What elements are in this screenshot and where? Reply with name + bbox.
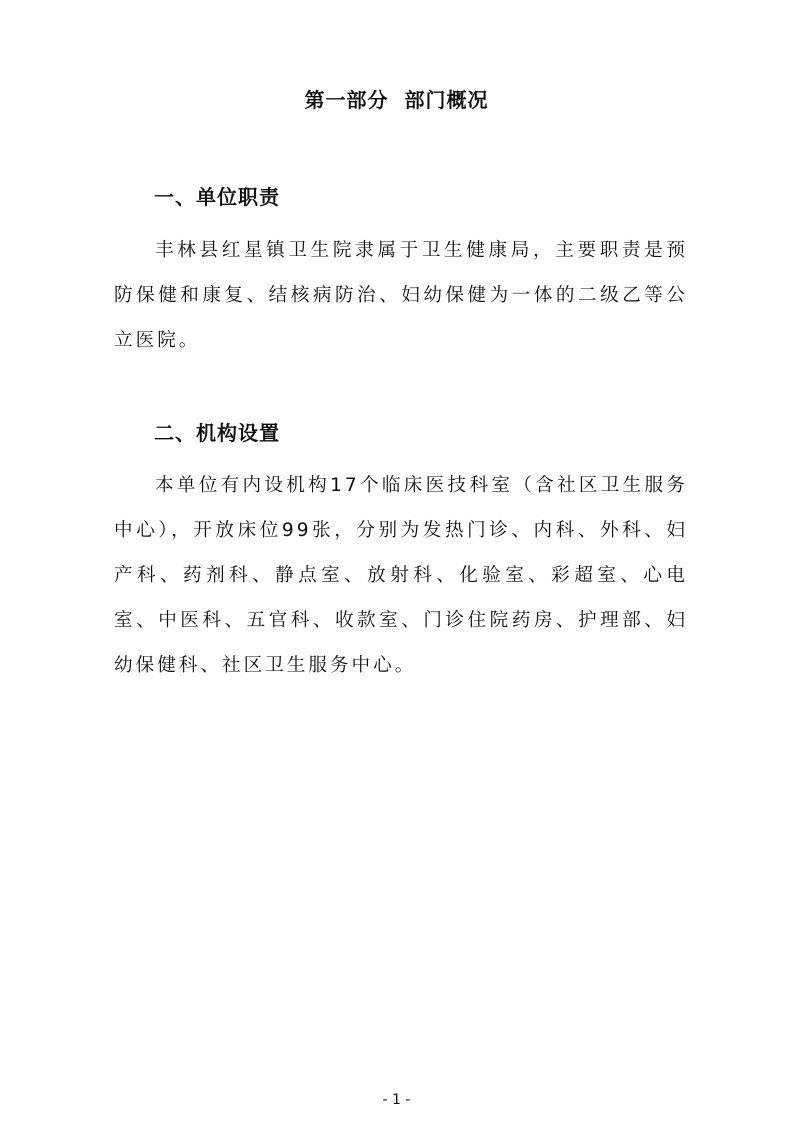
section-paragraph-duties: 丰林县红星镇卫生院隶属于卫生健康局，主要职责是预防保健和康复、结核病防治、妇幼保健为一体的二级乙等公立医院。 bbox=[114, 240, 688, 351]
page-title: 第一部分 部门概况 bbox=[304, 88, 489, 112]
section-heading-organization: 二、机构设置 bbox=[154, 421, 280, 445]
page-number: - 1 - bbox=[382, 1092, 411, 1108]
section-paragraph-organization: 本单位有内设机构17个临床医技科室（含社区卫生服务中心），开放床位99张，分别为发热门诊、内科、外科、妇产科、药剂科、静点室、放射科、化验室、彩超室、心电室、中医科、五官科、收款室、门诊住院药房、护理部、妇幼保健科、社区卫生服务中心。 bbox=[114, 475, 688, 676]
section-heading-duties: 一、单位职责 bbox=[154, 185, 280, 209]
